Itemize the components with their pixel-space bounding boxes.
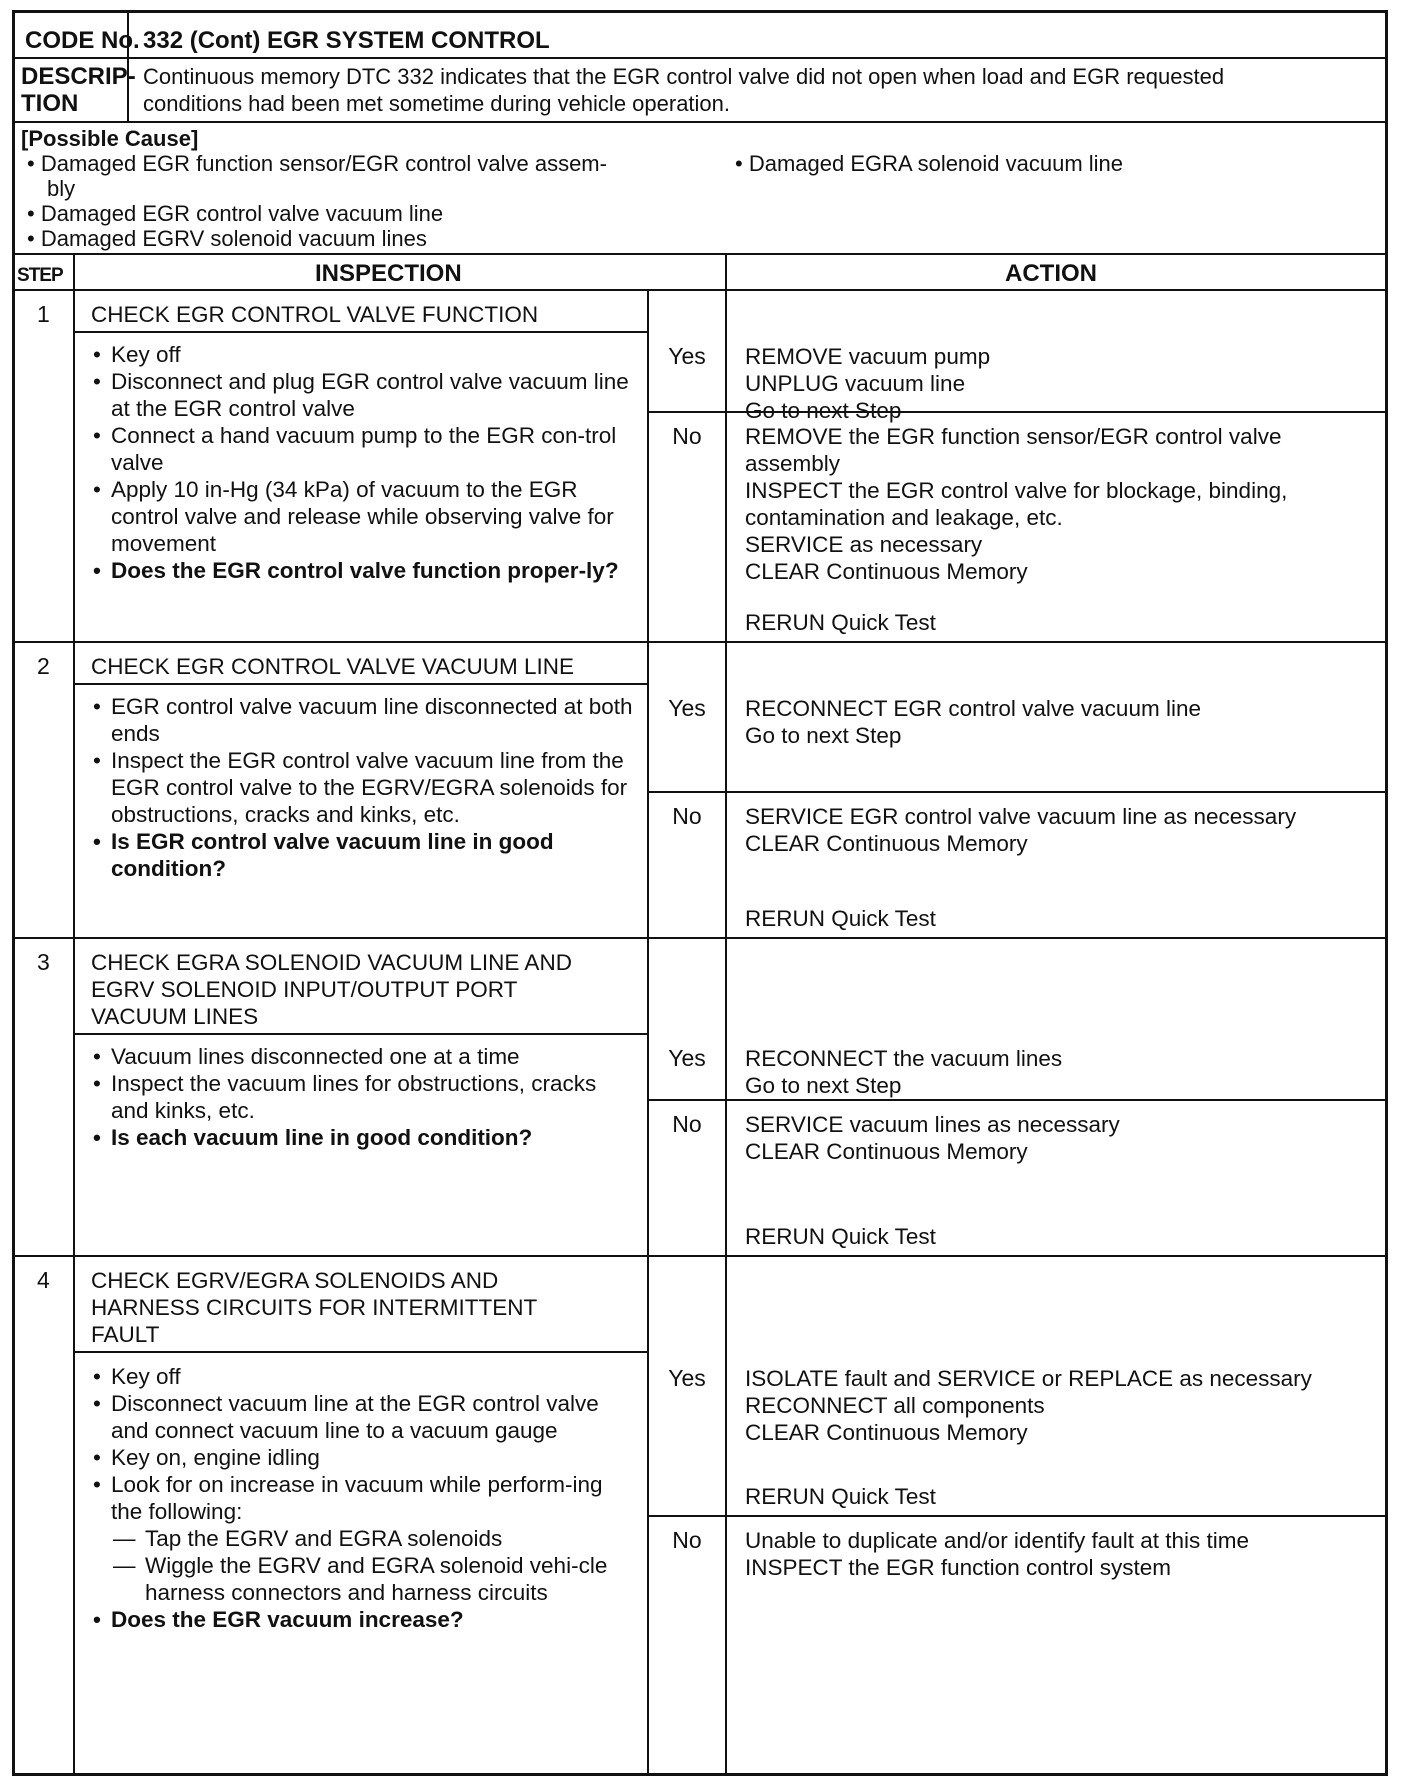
cause-item-2-text: Damaged EGR control valve vacuum line [40, 201, 444, 226]
cause-item-4-text: Damaged EGRA solenoid vacuum line [748, 151, 1124, 176]
step-1-inspection-item: • Connect a hand vacuum pump to the EGR con-trol valve [91, 422, 639, 476]
cause-item-4: • Damaged EGRA solenoid vacuum line [735, 151, 1124, 176]
step-1-yes-label: Yes [668, 343, 706, 369]
action-line: ISOLATE fault and SERVICE or REPLACE as necessary [745, 1366, 1312, 1391]
action-line: RECONNECT EGR control valve vacuum line [745, 696, 1201, 721]
divider [15, 57, 1385, 59]
step-3-no-label: No [672, 1111, 702, 1137]
action-line: SERVICE vacuum lines as necessary [745, 1112, 1120, 1137]
step-1-no-action [745, 423, 1375, 585]
step-1-inspection-item: • Key off [91, 341, 639, 368]
divider [15, 937, 1385, 939]
divider [15, 1255, 1385, 1257]
step-4-inspection-item: • Disconnect vacuum line at the EGR control valve and connect vacuum line to a vacuum gauge [91, 1390, 639, 1444]
step-3-yes-label: Yes [668, 1045, 706, 1071]
step-3-no-action [745, 1111, 1375, 1165]
step-2-title-divider [73, 683, 647, 685]
step-4-yes-label: Yes [668, 1365, 706, 1391]
divider [15, 641, 1385, 643]
step-1-title: CHECK EGR CONTROL VALVE FUNCTION [91, 302, 539, 327]
step-4-number: 4 [37, 1267, 50, 1293]
step-2-no-label: No [672, 803, 702, 829]
step-3-yes-no-divider [647, 1099, 1385, 1101]
code-label: CODE No. [25, 27, 140, 54]
cause-item-1: • Damaged EGR function sensor/EGR control valve assem- [27, 151, 607, 176]
cause-item-1-line2: bly [47, 176, 76, 201]
action-line: Go to next Step [745, 723, 902, 748]
action-line: RECONNECT the vacuum lines [745, 1046, 1063, 1071]
step-1-no-rerun: RERUN Quick Test [745, 610, 936, 635]
step-3-inspection-item: • Inspect the vacuum lines for obstructions, cracks and kinks, etc. [91, 1070, 639, 1124]
description-label-line1: DESCRIP- [21, 63, 136, 90]
step-2-no-action [745, 803, 1375, 857]
action-line: CLEAR Continuous Memory [745, 831, 1028, 856]
step-3-no-rerun: RERUN Quick Test [745, 1224, 936, 1249]
action-line: REMOVE vacuum pump [745, 344, 991, 369]
step-1-no-label: No [672, 423, 702, 449]
step-1-inspection-list [91, 341, 639, 584]
step-2-inspection-item: • EGR control valve vacuum line disconnected at both ends [91, 693, 639, 747]
divider [15, 289, 1385, 291]
step-4-title-line2: HARNESS CIRCUITS FOR INTERMITTENT [91, 1295, 538, 1320]
step-1-inspection-question: • Does the EGR control valve function proper-ly? [91, 557, 639, 584]
divider [15, 121, 1385, 123]
action-line: CLEAR Continuous Memory [745, 1420, 1028, 1445]
cause-item-3: • Damaged EGRV solenoid vacuum lines [27, 226, 427, 251]
header-step: STEP [17, 265, 63, 286]
step-4-title-divider [73, 1351, 647, 1353]
description-label-line2: TION [21, 90, 79, 117]
step-4-no-label: No [672, 1527, 702, 1553]
step-3-inspection-item: • Vacuum lines disconnected one at a time [91, 1043, 639, 1070]
step-3-title-line2: EGRV SOLENOID INPUT/OUTPUT PORT [91, 977, 518, 1002]
step-1-number: 1 [37, 301, 50, 327]
action-line: Go to next Step [745, 398, 902, 423]
header-inspection: INSPECTION [315, 260, 462, 287]
step-4-yes-action [745, 1365, 1385, 1446]
step-2-yes-label: Yes [668, 695, 706, 721]
cause-item-2: • Damaged EGR control valve vacuum line [27, 201, 444, 226]
step-2-yes-no-divider [647, 791, 1385, 793]
step-1-title-divider [73, 331, 647, 333]
code-divider [127, 13, 129, 57]
step-2-inspection-list [91, 693, 639, 882]
description-text-line1: Continuous memory DTC 332 indicates that the EGR control valve did not open when load and EGR requested [143, 64, 1225, 89]
step-1-inspection-item: • Apply 10 in-Hg (34 kPa) of vacuum to the EGR control valve and release while observing valve for movement [91, 476, 639, 557]
step-2-yes-action [745, 695, 1375, 749]
action-line: Unable to duplicate and/or identify fault at this time [745, 1528, 1250, 1553]
step-4-title-line3: FAULT [91, 1322, 160, 1347]
action-line: CLEAR Continuous Memory [745, 559, 1028, 584]
step-2-number: 2 [37, 653, 50, 679]
step-4-inspection-item: • Key off [91, 1363, 639, 1390]
step-3-title-divider [73, 1033, 647, 1035]
step-4-inspection-item: • Key on, engine idling [91, 1444, 639, 1471]
cause-item-3-text: Damaged EGRV solenoid vacuum lines [40, 226, 427, 251]
step-3-number: 3 [37, 949, 50, 975]
step-2-inspection-item: • Inspect the EGR control valve vacuum line from the EGR control valve to the EGRV/EGRA solenoids for obstructions, cracks and kinks, etc. [91, 747, 639, 828]
step-3-yes-action [745, 1045, 1375, 1099]
step-4-inspection-list [91, 1363, 639, 1633]
step-3-inspection-question: • Is each vacuum line in good condition? [91, 1124, 639, 1151]
step-2-title: CHECK EGR CONTROL VALVE VACUUM LINE [91, 654, 575, 679]
step-2-inspection-question: • Is EGR control valve vacuum line in good condition? [91, 828, 639, 882]
step-4-yes-no-divider [647, 1515, 1385, 1517]
code-value: 332 (Cont) EGR SYSTEM CONTROL [143, 27, 550, 54]
step-column-line [73, 253, 75, 1773]
step-3-inspection-list [91, 1043, 639, 1151]
step-3-title-line3: VACUUM LINES [91, 1004, 259, 1029]
step-3-title-line1: CHECK EGRA SOLENOID VACUUM LINE AND [91, 950, 572, 975]
description-text-line2: conditions had been met sometime during vehicle operation. [143, 91, 731, 116]
description-divider [127, 57, 129, 121]
action-line: SERVICE as necessary [745, 532, 983, 557]
action-line: RECONNECT all components [745, 1393, 1045, 1418]
step-4-inspection-item: • Look for on increase in vacuum while perform-ing the following: [91, 1471, 639, 1525]
step-1-yes-no-divider [647, 411, 1385, 413]
step-4-inspection-subitem: — Tap the EGRV and EGRA solenoids [91, 1525, 639, 1552]
action-line: INSPECT the EGR function control system [745, 1555, 1171, 1580]
action-line: Go to next Step [745, 1073, 902, 1098]
diagnostic-procedure-sheet [12, 10, 1388, 1776]
step-4-inspection-question: • Does the EGR vacuum increase? [91, 1606, 639, 1633]
step-2-no-rerun: RERUN Quick Test [745, 906, 936, 931]
action-column-line [725, 253, 727, 1773]
step-1-inspection-item: • Disconnect and plug EGR control valve vacuum line at the EGR control valve [91, 368, 639, 422]
action-line: SERVICE EGR control valve vacuum line as necessary [745, 804, 1297, 829]
step-4-yes-rerun: RERUN Quick Test [745, 1484, 936, 1509]
action-line: CLEAR Continuous Memory [745, 1139, 1028, 1164]
action-line: INSPECT the EGR control valve for blockage, binding, contamination and leakage, etc. [745, 478, 1288, 530]
header-action: ACTION [1005, 260, 1097, 287]
divider [15, 253, 1385, 255]
action-line: UNPLUG vacuum line [745, 371, 966, 396]
action-line: REMOVE the EGR function sensor/EGR control valve assembly [745, 424, 1282, 476]
step-4-inspection-subitem: — Wiggle the EGRV and EGRA solenoid vehi-cle harness connectors and harness circuits [91, 1552, 639, 1606]
cause-item-1-line1: Damaged EGR function sensor/EGR control valve assem- [40, 151, 607, 176]
possible-cause-title: [Possible Cause] [21, 126, 199, 151]
step-4-title-line1: CHECK EGRV/EGRA SOLENOIDS AND [91, 1268, 499, 1293]
step-4-no-action [745, 1527, 1375, 1581]
